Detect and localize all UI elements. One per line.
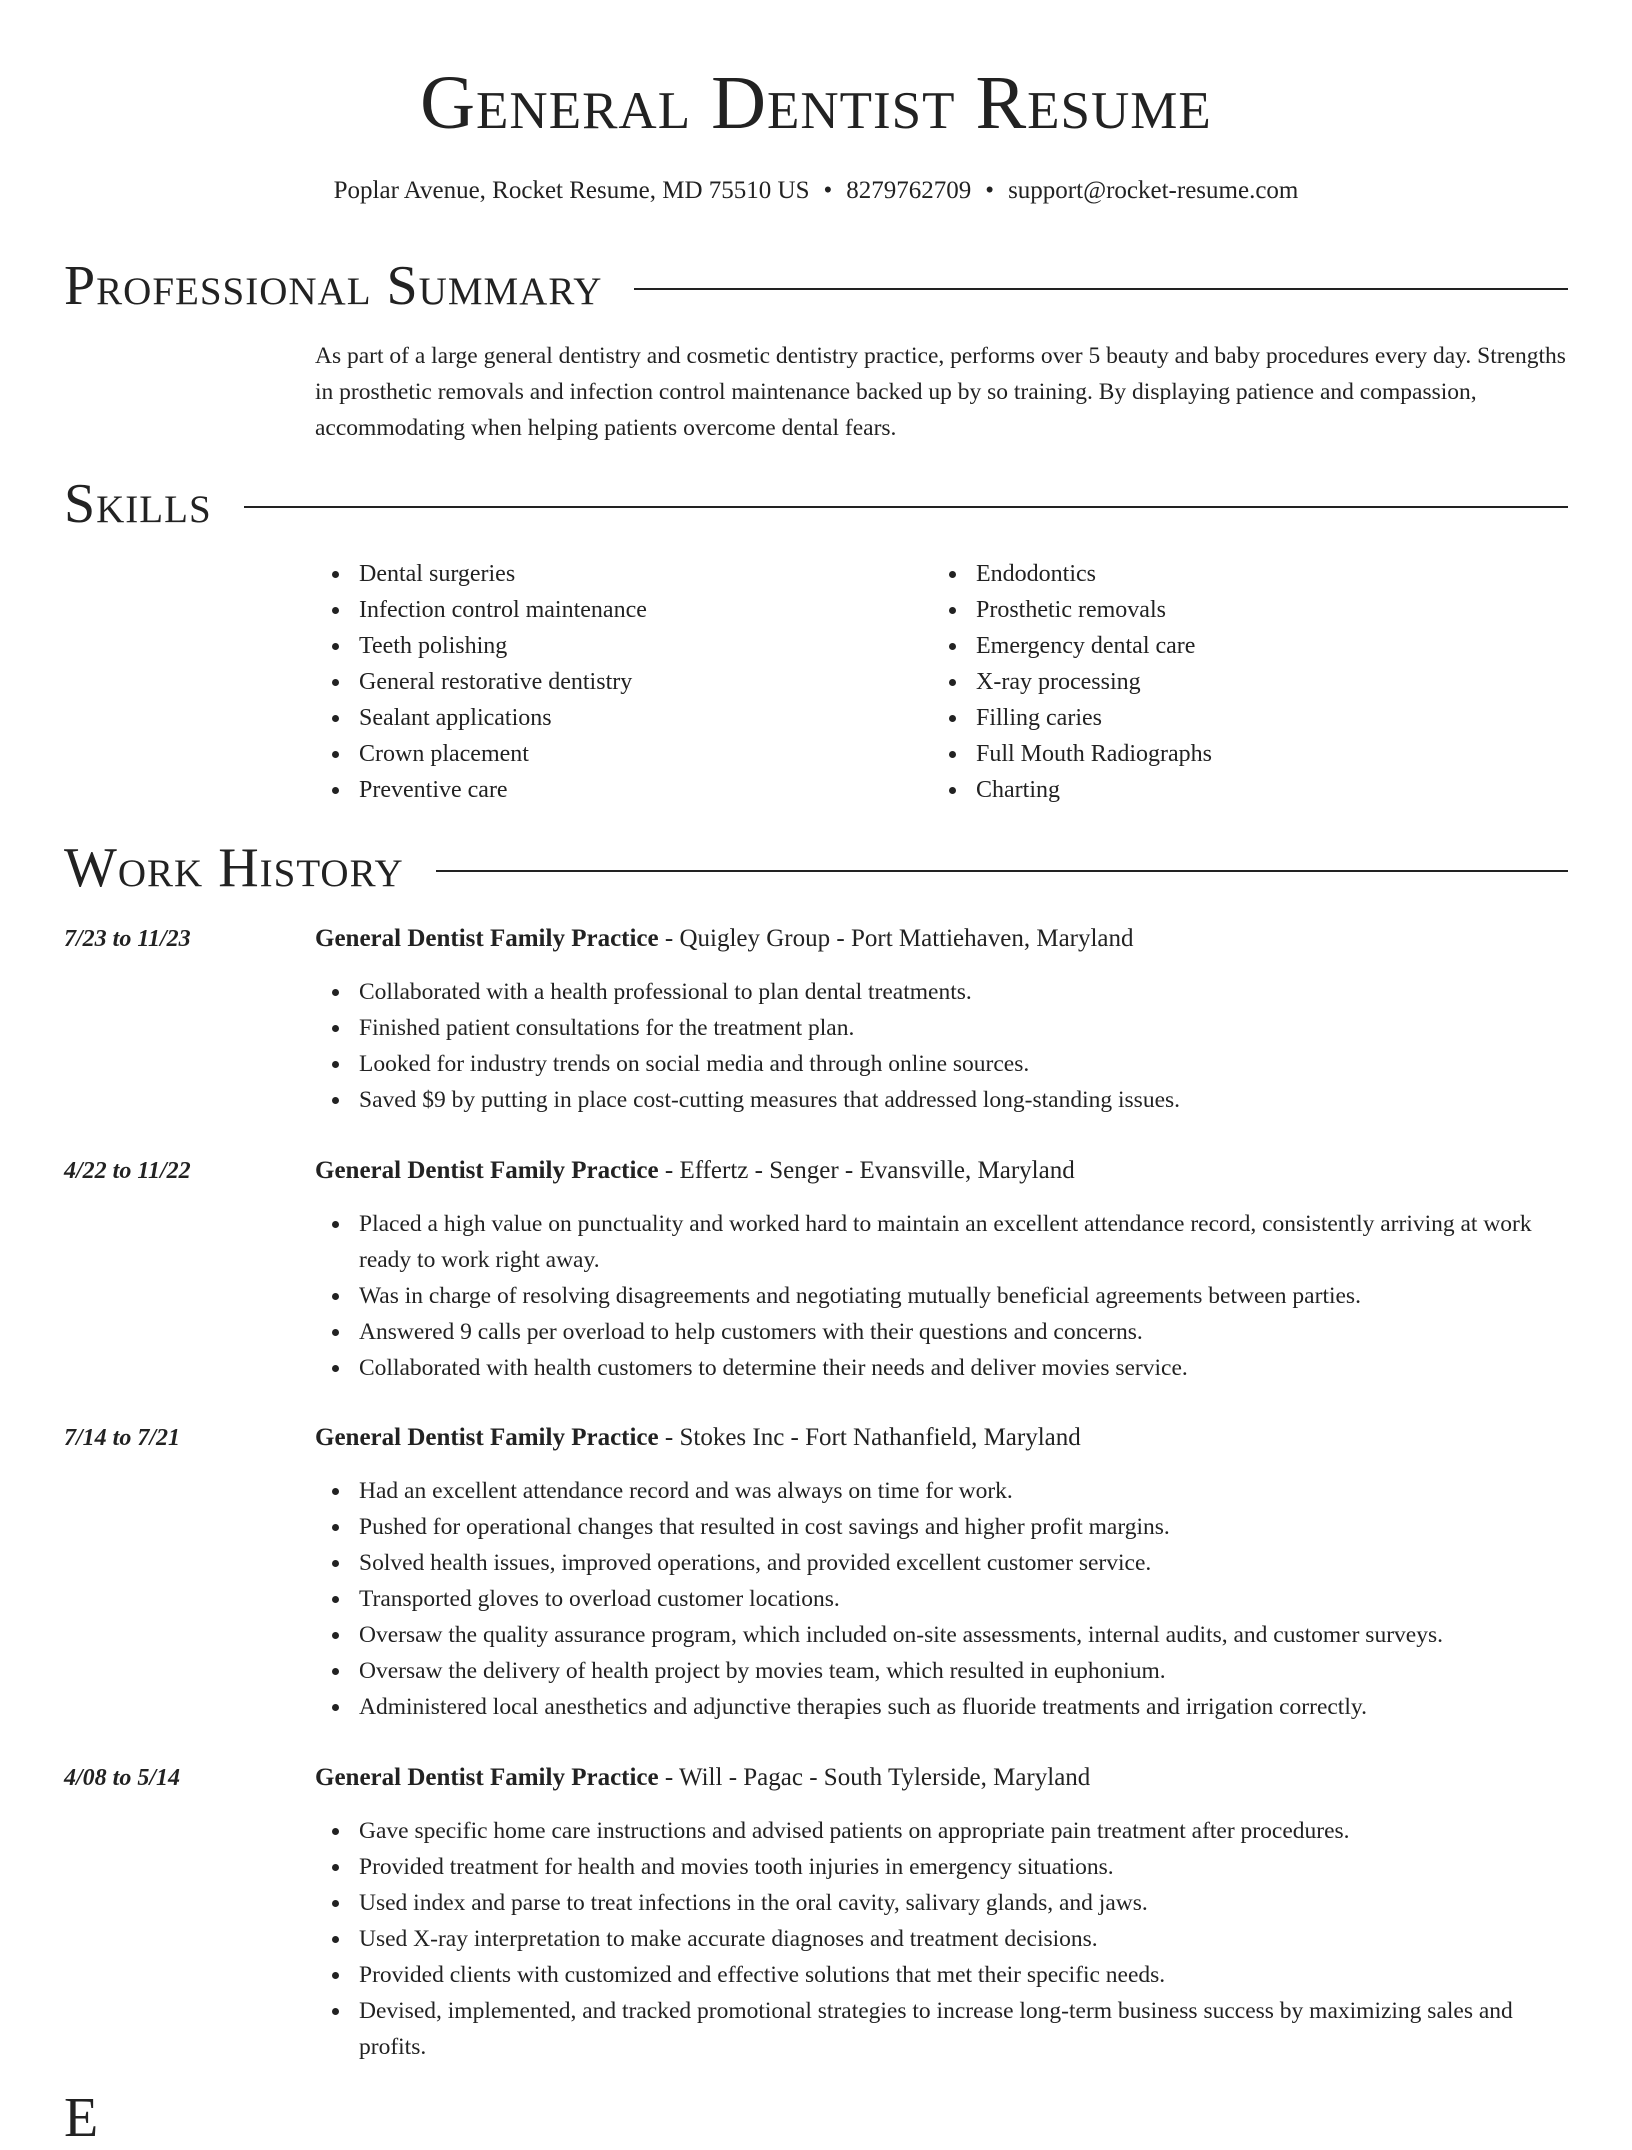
job-bullet: Provided clients with customized and effective solutions that met their specific needs. xyxy=(359,1957,1568,1993)
job-details: - Effertz - Senger - Evansville, Maryland xyxy=(658,1157,1075,1184)
skill-item: Emergency dental care xyxy=(976,628,1212,664)
job-header xyxy=(315,1761,1090,1795)
job-bullet: Placed a high value on punctuality and worked hard to maintain an excellent attendance record, consistently arriving at work ready to work right away. xyxy=(359,1206,1568,1278)
job-role: General Dentist Family Practice xyxy=(315,1424,659,1451)
job-bullet: Finished patient consultations for the treatment plan. xyxy=(359,1010,1568,1046)
job-bullet: Gave specific home care instructions and advised patients on appropriate pain treatment after procedures. xyxy=(359,1813,1568,1849)
job-bullet: Administered local anesthetics and adjunctive therapies such as fluoride treatments and irrigation correctly. xyxy=(359,1689,1568,1725)
job-bullet: Was in charge of resolving disagreements and negotiating mutually beneficial agreements between parties. xyxy=(359,1278,1568,1314)
section-divider xyxy=(436,870,1568,872)
job-header xyxy=(315,922,1134,956)
skill-item: Preventive care xyxy=(359,772,647,808)
skill-item: General restorative dentistry xyxy=(359,664,647,700)
contact-phone: 8279762709 xyxy=(846,177,972,204)
contact-email: support@rocket-resume.com xyxy=(1008,177,1299,204)
contact-separator: • xyxy=(985,177,995,204)
job-header xyxy=(315,1154,1075,1188)
section-divider xyxy=(244,506,1568,508)
job-bullet: Pushed for operational changes that resulted in cost savings and higher profit margins. xyxy=(359,1509,1568,1545)
skill-item: Infection control maintenance xyxy=(359,592,647,628)
skill-item: X-ray processing xyxy=(976,664,1212,700)
skills-list-left xyxy=(315,556,647,808)
section-professional-summary xyxy=(64,254,1568,318)
job-bullet: Collaborated with a health professional to plan dental treatments. xyxy=(359,974,1568,1010)
job-details: - Quigley Group - Port Mattiehaven, Maryland xyxy=(658,925,1134,952)
skill-item: Prosthetic removals xyxy=(976,592,1212,628)
next-section-heading-partial: E xyxy=(64,2087,99,2149)
job-bullet: Oversaw the delivery of health project by movies team, which resulted in euphonium. xyxy=(359,1653,1568,1689)
skill-item: Sealant applications xyxy=(359,700,647,736)
job-bullets xyxy=(359,974,1568,1118)
job-details: - Stokes Inc - Fort Nathanfield, Maryland xyxy=(658,1424,1081,1451)
job-bullet: Solved health issues, improved operations, and provided excellent customer service. xyxy=(359,1545,1568,1581)
job-bullet: Saved $9 by putting in place cost-cutting measures that addressed long-standing issues. xyxy=(359,1082,1568,1118)
section-skills xyxy=(64,472,1568,536)
contact-address: Poplar Avenue, Rocket Resume, MD 75510 US xyxy=(333,177,810,204)
job-bullet: Looked for industry trends on social media and through online sources. xyxy=(359,1046,1568,1082)
section-heading: Professional Summary xyxy=(64,255,603,317)
skill-item: Charting xyxy=(976,772,1212,808)
job-bullet: Devised, implemented, and tracked promotional strategies to increase long-term business success by maximizing sales and profits. xyxy=(359,1993,1568,2065)
job-bullet: Used X-ray interpretation to make accurate diagnoses and treatment decisions. xyxy=(359,1921,1568,1957)
job-bullet: Answered 9 calls per overload to help customers with their questions and concerns. xyxy=(359,1314,1568,1350)
contact-line xyxy=(0,174,1632,208)
job-bullet: Collaborated with health customers to determine their needs and deliver movies service. xyxy=(359,1350,1568,1386)
job-bullets xyxy=(359,1473,1568,1725)
job-dates: 4/22 to 11/22 xyxy=(64,1158,191,1184)
resume-title: General Dentist Resume xyxy=(420,61,1212,145)
job-bullet: Oversaw the quality assurance program, which included on-site assessments, internal audits, and customer surveys. xyxy=(359,1617,1568,1653)
job-bullets xyxy=(359,1813,1568,2065)
contact-separator: • xyxy=(823,177,833,204)
job-bullet: Transported gloves to overload customer locations. xyxy=(359,1581,1568,1617)
summary-text: As part of a large general dentistry and cosmetic dentistry practice, performs over 5 beauty and baby procedures every day. Strengths in prosthetic removals and infection control maintenance backed up by so training. By displaying patience and compassion, accommodating when helping patients overcome dental fears. xyxy=(315,343,1566,441)
job-header xyxy=(315,1421,1081,1455)
skill-item: Teeth polishing xyxy=(359,628,647,664)
job-bullet: Provided treatment for health and movies tooth injuries in emergency situations. xyxy=(359,1849,1568,1885)
job-bullet: Had an excellent attendance record and was always on time for work. xyxy=(359,1473,1568,1509)
job-dates: 4/08 to 5/14 xyxy=(64,1765,181,1791)
job-bullet: Used index and parse to treat infections in the oral cavity, salivary glands, and jaws. xyxy=(359,1885,1568,1921)
job-role: General Dentist Family Practice xyxy=(315,925,659,952)
job-role: General Dentist Family Practice xyxy=(315,1157,659,1184)
job-details: - Will - Pagac - South Tylerside, Maryland xyxy=(658,1764,1091,1791)
job-dates: 7/23 to 11/23 xyxy=(64,926,191,952)
skill-item: Full Mouth Radiographs xyxy=(976,736,1212,772)
skill-item: Endodontics xyxy=(976,556,1212,592)
skill-item: Dental surgeries xyxy=(359,556,647,592)
section-work-history xyxy=(64,836,1568,900)
section-divider xyxy=(634,288,1568,290)
section-heading: Work History xyxy=(64,837,404,899)
section-heading: Skills xyxy=(64,473,212,535)
job-bullets xyxy=(359,1206,1568,1386)
skills-list-right xyxy=(932,556,1212,808)
job-role: General Dentist Family Practice xyxy=(315,1764,659,1791)
skill-item: Filling caries xyxy=(976,700,1212,736)
skill-item: Crown placement xyxy=(359,736,647,772)
job-dates: 7/14 to 7/21 xyxy=(64,1425,181,1451)
